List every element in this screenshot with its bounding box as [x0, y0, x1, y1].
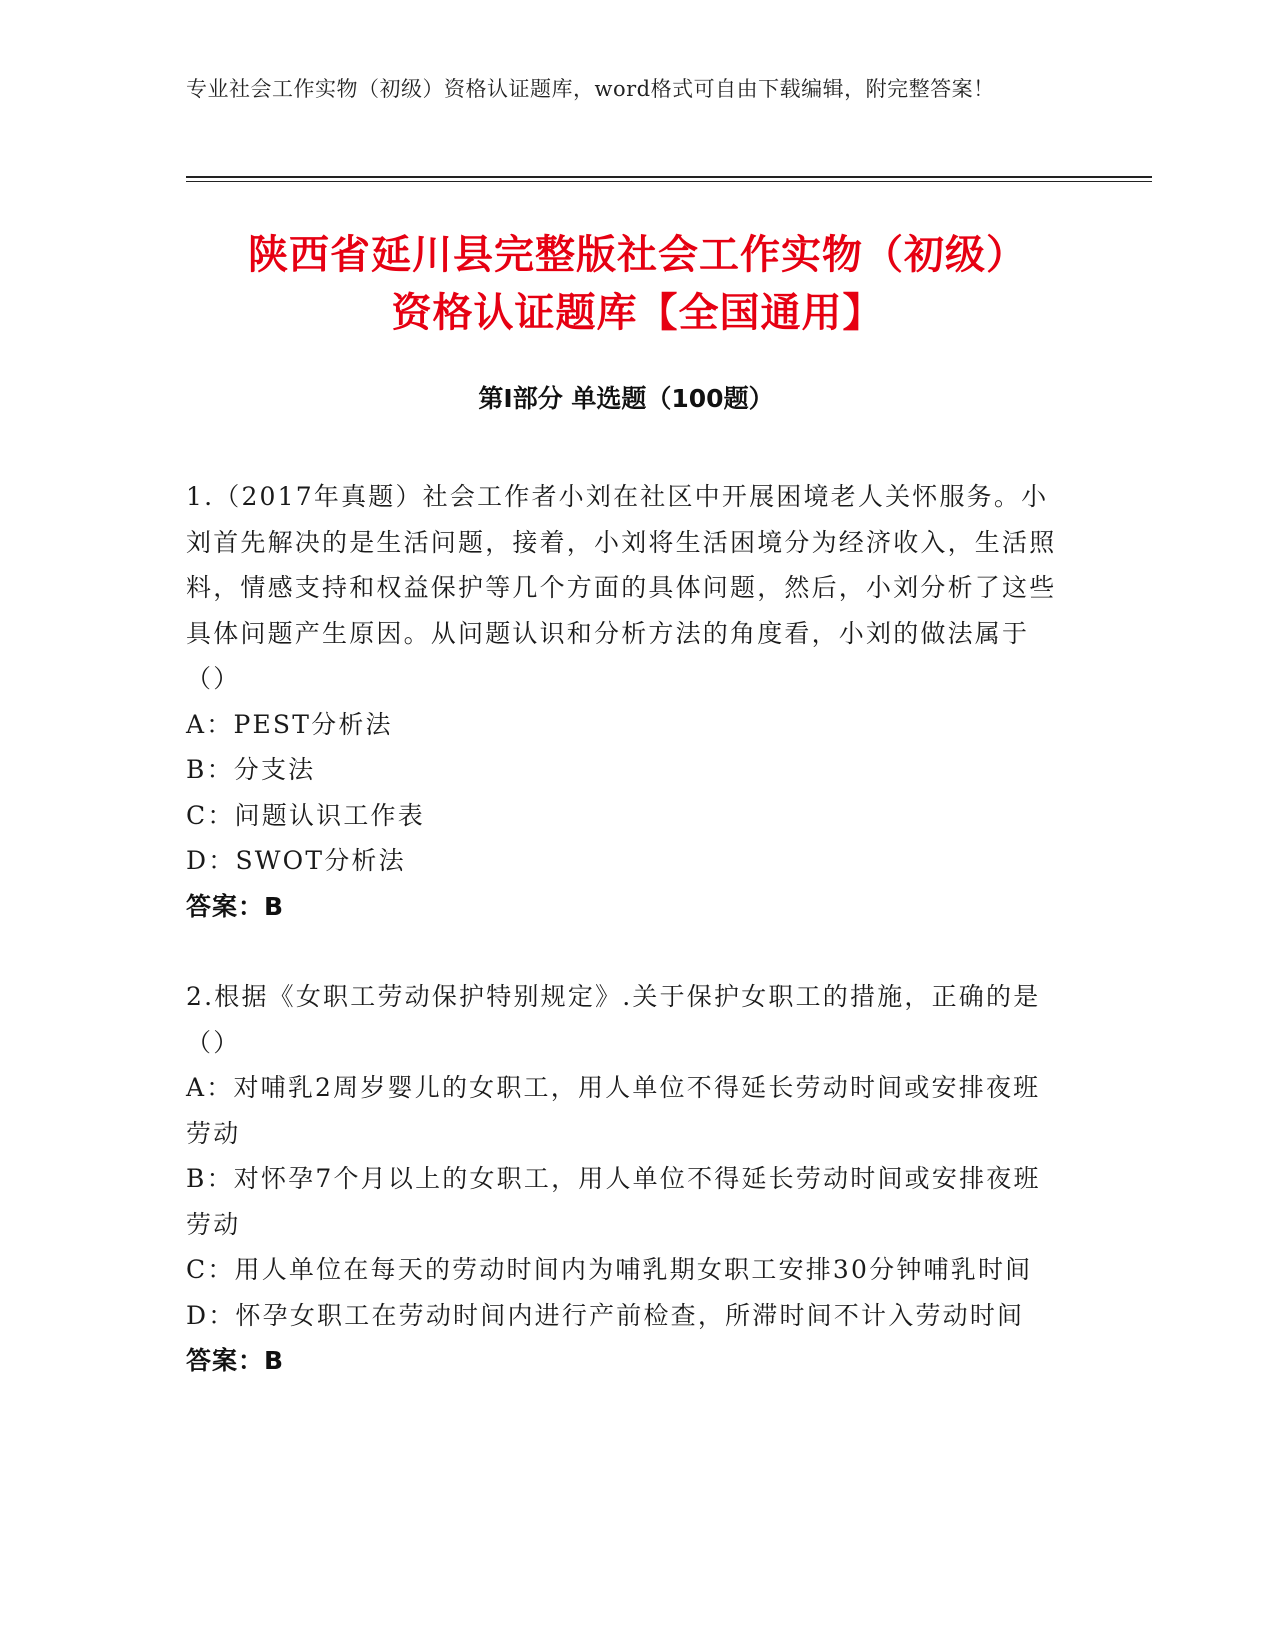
option-b: B：分支法: [186, 755, 316, 784]
title-line-2: 资格认证题库【全国通用】: [391, 290, 884, 336]
section-heading: 第I部分 单选题（100题）: [478, 384, 774, 413]
option-a: A：PEST分析法: [186, 709, 393, 739]
option-a: A：对哺乳2周岁婴儿的女职工，用人单位不得延长劳动时间或安排夜班劳动: [186, 1073, 1041, 1148]
option-b: B：对怀孕7个月以上的女职工，用人单位不得延长劳动时间或安排夜班劳动: [186, 1164, 1041, 1239]
document-title: [150, 226, 1125, 342]
answer: 答案：B: [186, 1346, 285, 1375]
option-c: C：用人单位在每天的劳动时间内为哺乳期女职工安排30分钟哺乳时间: [186, 1255, 1033, 1284]
question-text: 2.根据《女职工劳动保护特别规定》.关于保护女职工的措施，正确的是（）: [186, 982, 1041, 1057]
question-1: [186, 474, 1066, 929]
option-d: D：怀孕女职工在劳动时间内进行产前检查，所滞时间不计入劳动时间: [186, 1300, 1025, 1330]
header-note: 专业社会工作实物（初级）资格认证题库，word格式可自由下载编辑，附完整答案！: [186, 77, 995, 101]
option-d: D：SWOT分析法: [186, 846, 406, 875]
answer: 答案：B: [186, 891, 285, 921]
question-text: 1.（2017年真题）社会工作者小刘在社区中开展困境老人关怀服务。小刘首先解决的是生活问题，接着，小刘将生活困境分为经济收入，生活照料，情感支持和权益保护等几个方面的具体问题，然后，小刘分析了这些具体问题产生原因。从问题认识和分析方法的角度看，小刘的做法属于（）: [186, 482, 1057, 693]
header-divider-thin: [186, 181, 1152, 182]
question-2: [186, 974, 1066, 1384]
option-c: C：问题认识工作表: [186, 800, 425, 830]
header-divider-thick: [186, 176, 1152, 178]
title-line-1: 陕西省延川县完整版社会工作实物（初级）: [248, 232, 1027, 278]
